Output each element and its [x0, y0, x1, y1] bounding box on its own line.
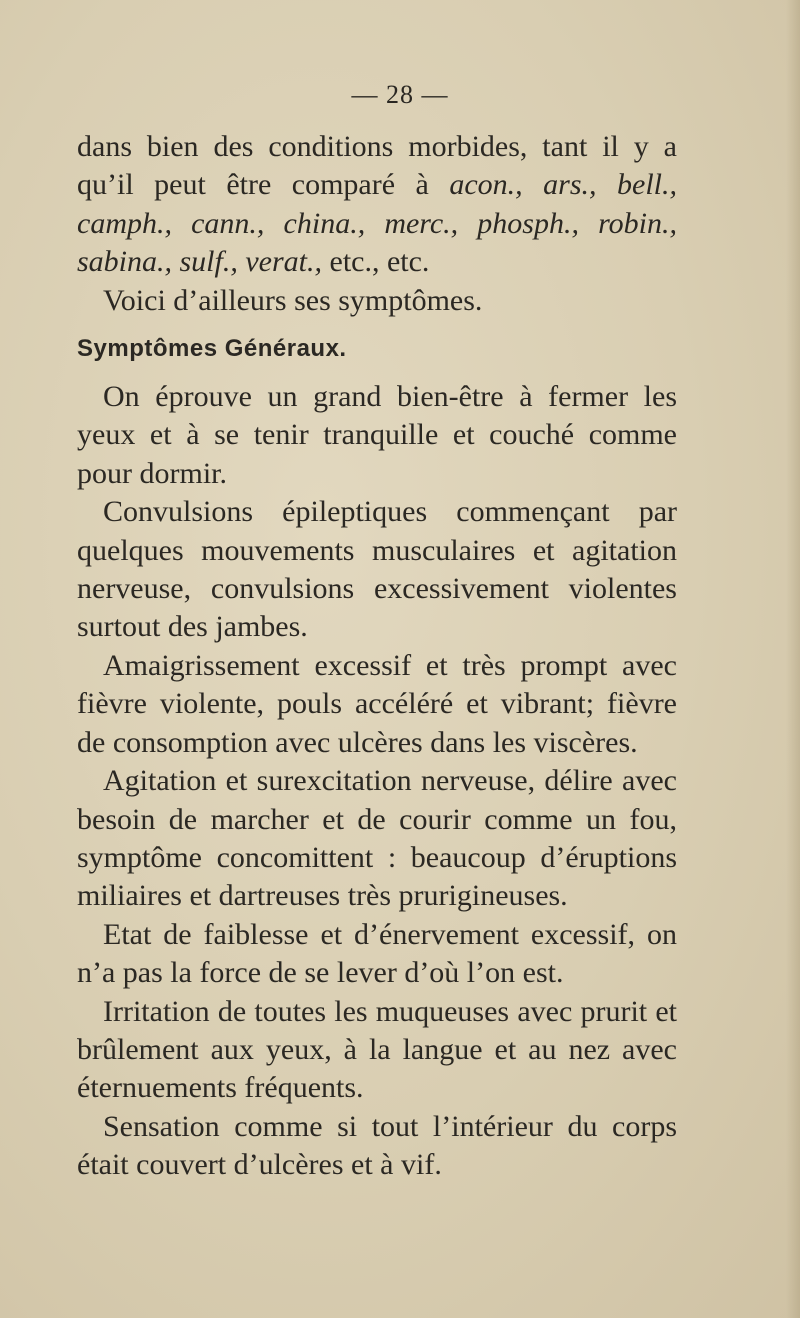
- symptom-paragraph-6: Irritation de toutes les muqueuses avec prurit et brûlement aux yeux, à la langue et au nez avec éternuements fréquents.: [77, 994, 677, 1105]
- symptom-paragraph-2: Convulsions épileptiques commençant par quelques mouvements musculaires et agitation nerveuse, convulsions excessivement violentes surtout des jambes.: [77, 495, 677, 644]
- intro-line-1: dans bien des conditions morbides, tant il y a qu’il: [77, 130, 677, 202]
- page-edge-shadow: [786, 0, 800, 1318]
- symptom-paragraph-4: Agitation et surexcitation nerveuse, délire avec besoin de marcher et de courir comme un fou, symptôme concomittent : beaucoup d’éruptions miliaires et dartreuses très prurigineuses.: [77, 764, 677, 913]
- page-body: [77, 128, 677, 1185]
- page-number: — 28 —: [351, 80, 449, 109]
- symptom-paragraph-5: Etat de faiblesse et d’énervement excessif, on n’a pas la force de se lever d’où l’on est.: [77, 917, 677, 990]
- voici-paragraph: Voici d’ailleurs ses symptômes.: [103, 283, 483, 317]
- remedy-list-part-1: acon., ars., bell., camph.,: [77, 168, 678, 240]
- etc-text: etc., etc.: [329, 245, 430, 279]
- remedy-list-part-2: cann., china., merc., phosph., robin., sabina., sulf.,: [77, 206, 677, 279]
- symptom-paragraph-1: On éprouve un grand bien-être à fermer les yeux et à se tenir tranquille et couché comme pour dormir.: [77, 380, 677, 490]
- intro-paragraph: [77, 128, 677, 282]
- section-heading: Symptômes Généraux.: [77, 335, 347, 363]
- intro-line-2: peut être comparé à: [154, 168, 429, 202]
- remedy-list-part-3: verat.,: [245, 245, 322, 279]
- symptom-paragraph-3: Amaigrissement excessif et très prompt avec fièvre violente, pouls accéléré et vibrant; fièvre de consomption avec ulcères dans les viscères.: [77, 648, 677, 759]
- symptom-paragraph-7: Sensation comme si tout l’intérieur du corps était couvert d’ulcères et à vif.: [77, 1109, 677, 1182]
